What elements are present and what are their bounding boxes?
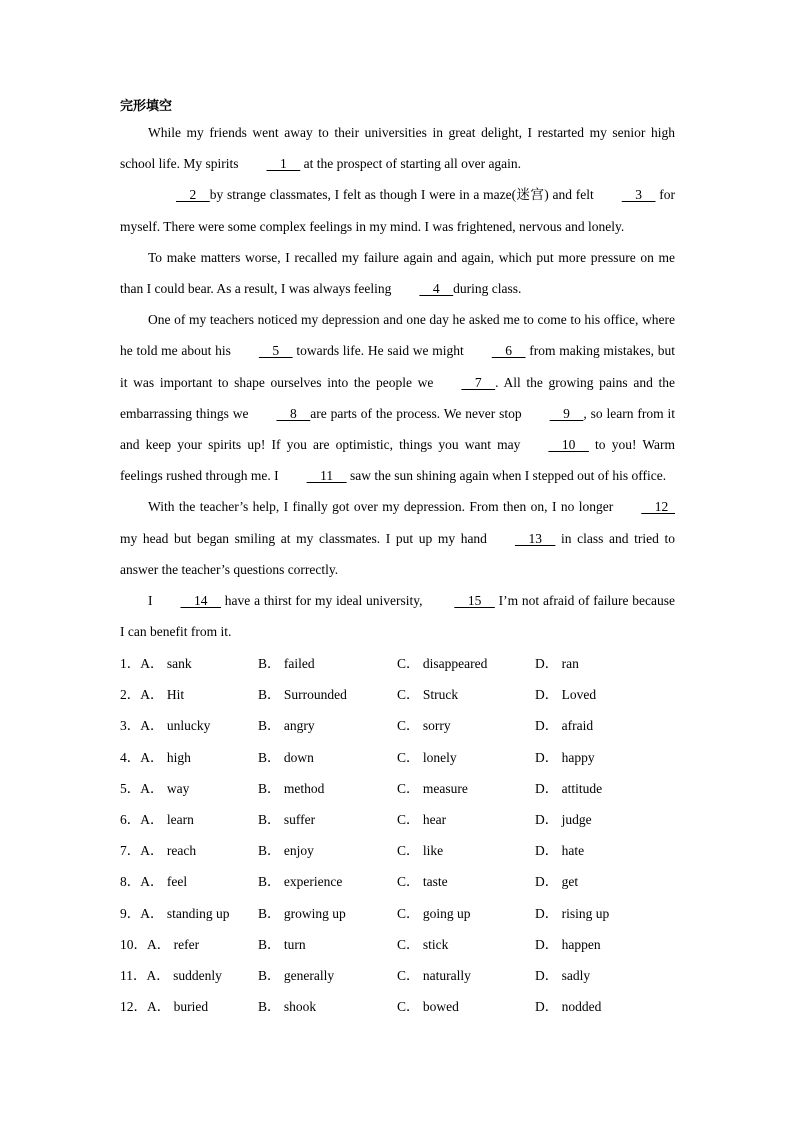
- text: I’m not afraid of failure because I can benefit from it.: [120, 593, 675, 640]
- option-a-text: A． reach: [140, 843, 197, 859]
- option-row: [120, 898, 680, 929]
- text: , so learn from it and keep your spirits up! If you are optimistic, things you want may: [120, 405, 675, 453]
- option-a-text: A． suddenly: [146, 967, 222, 983]
- option-d: D． afraid: [535, 718, 594, 734]
- question-number: 3．: [120, 718, 141, 734]
- option-row: [120, 960, 680, 991]
- option-row: [120, 710, 680, 741]
- option-a: [120, 835, 196, 866]
- passage: [120, 117, 675, 647]
- blank-10: 10: [548, 437, 589, 453]
- text: To make matters worse, I recalled my failure again and again, which put more pressure on me than I could bear. As a result, I was always feeling: [120, 249, 675, 297]
- option-a: [120, 960, 222, 991]
- option-a-text: A． sank: [140, 656, 192, 671]
- blank-3: 3: [621, 187, 656, 203]
- option-c: C． Struck: [397, 687, 459, 703]
- option-a-text: A． high: [140, 749, 191, 765]
- option-b: B． enjoy: [258, 843, 314, 859]
- option-a: [120, 866, 187, 897]
- text: during class.: [453, 281, 522, 297]
- text: With the teacher’s help, I finally got over my depression. From then on, I no longer: [148, 499, 614, 515]
- text: towards life. He said we might: [292, 343, 464, 359]
- option-d: D． happy: [535, 749, 595, 765]
- option-c: C． bowed: [397, 999, 459, 1015]
- text: by strange classmates, I felt as though I were in a maze(迷宫) and felt: [209, 187, 594, 203]
- text: in class and tried to answer the teacher’s questions correctly.: [120, 530, 675, 577]
- option-c: C． sorry: [397, 718, 451, 734]
- question-number: 10．: [120, 936, 147, 952]
- blank-1: 1: [266, 156, 301, 172]
- option-row: [120, 991, 680, 1022]
- option-d: D． judge: [535, 811, 592, 827]
- option-a-text: A． learn: [140, 811, 194, 827]
- option-c: C． hear: [397, 811, 447, 827]
- question-number: 9．: [120, 905, 141, 921]
- option-c: C． stick: [397, 936, 449, 952]
- paragraph-5: [120, 491, 675, 585]
- option-b: B． failed: [258, 656, 315, 671]
- paragraph-3: [120, 242, 675, 304]
- option-d: D． get: [535, 874, 579, 890]
- blank-5: 5: [258, 343, 293, 359]
- option-row: [120, 648, 680, 679]
- text: at the prospect of starting all over again.: [300, 156, 522, 172]
- option-a-text: A． way: [140, 780, 190, 796]
- blank-9: 9: [549, 405, 584, 421]
- option-d: D． ran: [535, 656, 579, 671]
- option-a: [120, 679, 184, 710]
- paragraph-6: [120, 585, 675, 647]
- option-b: B． method: [258, 780, 325, 796]
- option-a-text: A． buried: [147, 999, 209, 1015]
- text: I: [148, 593, 153, 609]
- blank-15: 15: [454, 593, 495, 609]
- text: to you! Warm feelings rushed through me. I: [120, 437, 675, 484]
- text: . All the growing pains and the embarrassing things we: [120, 374, 675, 421]
- option-row: [120, 773, 680, 804]
- blank-12: 12: [641, 499, 675, 515]
- option-c: C． going up: [397, 905, 471, 921]
- option-b: B． Surrounded: [258, 687, 347, 703]
- option-a: [120, 991, 208, 1022]
- blank-11: 11: [306, 468, 347, 484]
- option-a-text: A． unlucky: [140, 718, 211, 734]
- option-a: [120, 773, 189, 804]
- option-d: D． happen: [535, 936, 601, 952]
- option-a-text: A． feel: [140, 874, 188, 890]
- section-title: 完形填空: [120, 99, 173, 114]
- question-number: 6．: [120, 811, 141, 827]
- text: While my friends went away to their universities in great delight, I restarted my senior high school life. My spirits: [120, 125, 675, 172]
- option-a: [120, 742, 191, 773]
- option-a: [120, 648, 192, 679]
- paragraph-2: [120, 179, 675, 241]
- option-row: [120, 742, 680, 773]
- option-b: B． down: [258, 749, 314, 765]
- paragraph-1: [120, 117, 675, 179]
- option-b: B． shook: [258, 999, 317, 1015]
- option-a-text: A． Hit: [140, 687, 185, 703]
- option-c: C． disappeared: [397, 656, 488, 671]
- option-row: [120, 929, 680, 960]
- option-row: [120, 835, 680, 866]
- option-c: C． measure: [397, 780, 468, 796]
- option-d: D． nodded: [535, 999, 602, 1015]
- blank-8: 8: [276, 405, 311, 421]
- option-b: B． suffer: [258, 811, 316, 827]
- blank-7: 7: [461, 374, 496, 390]
- blank-4: 4: [419, 281, 454, 297]
- text: for myself. There were some complex feelings in my mind. I was frightened, nervous and lonely.: [120, 187, 675, 234]
- option-row: [120, 679, 680, 710]
- option-c: C． like: [397, 843, 444, 859]
- option-b: B． turn: [258, 936, 306, 952]
- option-d: D． Loved: [535, 687, 597, 703]
- option-d: D． rising up: [535, 905, 610, 921]
- option-b: B． generally: [258, 967, 335, 983]
- blank-2: 2: [176, 187, 210, 203]
- option-a: [120, 710, 210, 741]
- option-a: [120, 898, 230, 929]
- blank-13: 13: [514, 530, 556, 546]
- question-number: 11．: [120, 967, 147, 983]
- options-list: [120, 648, 680, 1022]
- question-number: 7．: [120, 843, 141, 859]
- question-number: 4．: [120, 749, 141, 765]
- option-c: C． lonely: [397, 749, 457, 765]
- option-a-text: A． refer: [147, 936, 200, 952]
- text: my head but began smiling at my classmates. I put up my hand: [120, 530, 487, 546]
- option-d: D． hate: [535, 843, 585, 859]
- text: have a thirst for my ideal university,: [221, 593, 427, 609]
- option-a: [120, 804, 194, 835]
- option-d: D． attitude: [535, 780, 603, 796]
- option-b: B． growing up: [258, 905, 346, 921]
- question-number: 2．: [120, 687, 141, 703]
- option-c: C． taste: [397, 874, 448, 890]
- text: One of my teachers noticed my depression and one day he asked me to come to his office, where he told me about his: [120, 312, 675, 359]
- question-number: 8．: [120, 874, 141, 890]
- option-b: B． experience: [258, 874, 343, 890]
- question-number: 12．: [120, 999, 147, 1015]
- option-b: B． angry: [258, 718, 315, 734]
- option-d: D． sadly: [535, 967, 591, 983]
- text: from making mistakes, but it was important to shape ourselves into the people we: [120, 343, 675, 390]
- text: are parts of the process. We never stop: [310, 405, 522, 421]
- paragraph-4: [120, 304, 675, 491]
- option-row: [120, 804, 680, 835]
- blank-14: 14: [180, 593, 221, 609]
- option-row: [120, 866, 680, 897]
- option-c: C． naturally: [397, 967, 471, 983]
- option-a-text: A． standing up: [140, 905, 230, 921]
- text: saw the sun shining again when I stepped out of his office.: [346, 468, 667, 484]
- question-number: 1．: [120, 656, 141, 671]
- question-number: 5．: [120, 780, 141, 796]
- blank-6: 6: [491, 343, 526, 359]
- option-a: [120, 929, 199, 960]
